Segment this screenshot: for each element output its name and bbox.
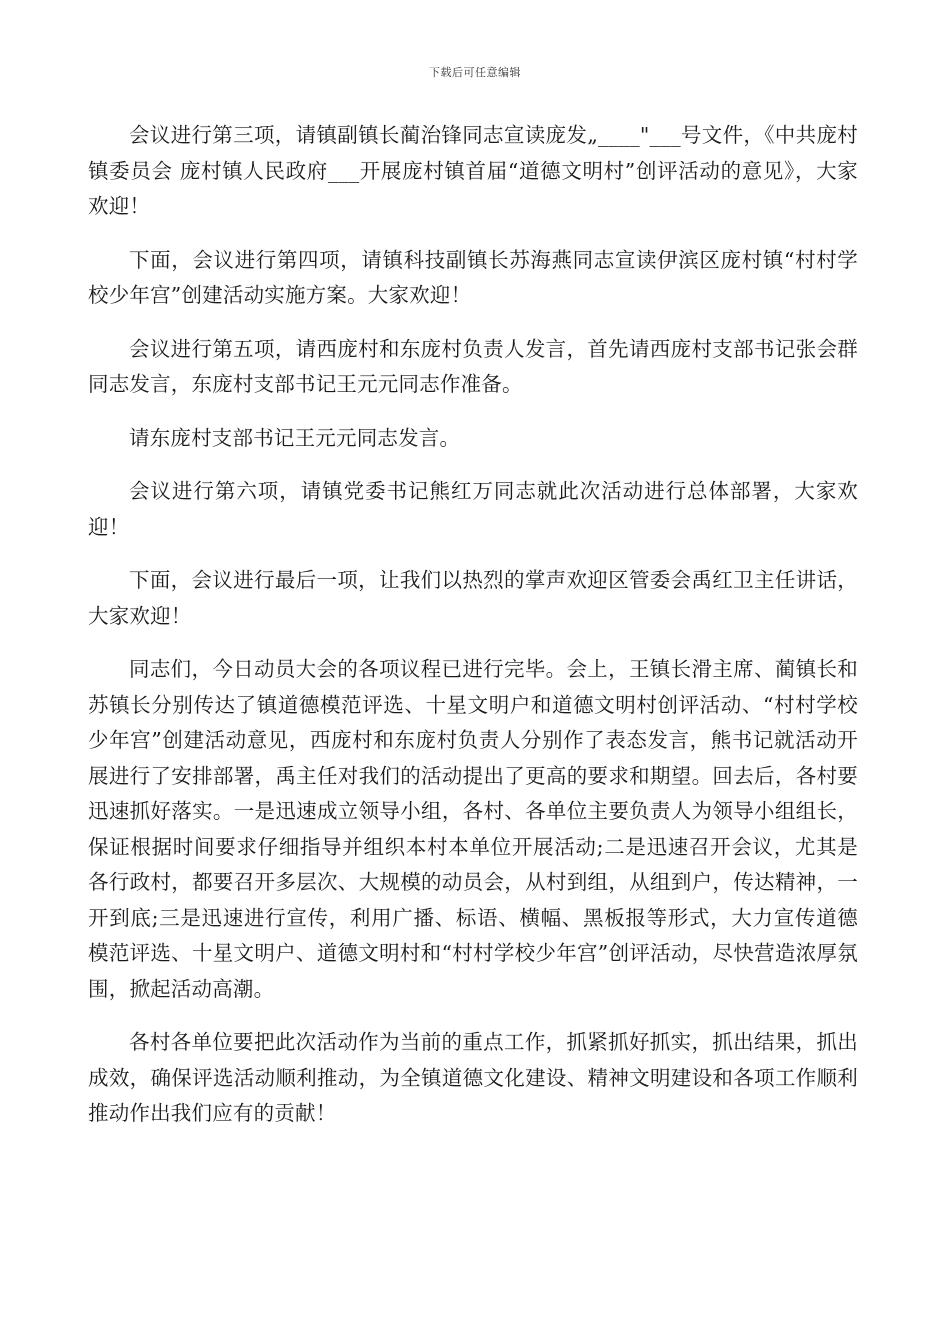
paragraph-final-item: 下面，会议进行最后一项，让我们以热烈的掌声欢迎区管委会禹红卫主任讲话，大家欢迎！	[88, 568, 858, 628]
page-header-note: 下载后可任意编辑	[429, 66, 521, 79]
paragraph-closing: 各村各单位要把此次活动作为当前的重点工作，抓紧抓好抓实，抓出结果，抓出成效，确保评选活动顺利推动，为全镇道德文化建设、精神文明建设和各项工作顺利推动作出我们应有的贡献！	[88, 1030, 858, 1125]
document-body	[88, 118, 858, 1150]
paragraph-item-5: 会议进行第五项，请西庞村和东庞村负责人发言，首先请西庞村支部书记张会群同志发言，东庞村支部书记王元元同志作准备。	[88, 336, 858, 396]
paragraph-item-4: 下面，会议进行第四项，请镇科技副镇长苏海燕同志宣读伊滨区庞村镇“村村学校少年宫”创建活动实施方案。大家欢迎！	[88, 247, 858, 307]
paragraph-item-3: 会议进行第三项，请镇副镇长蔺治锋同志宣读庞发„____"___号文件，《中共庞村镇委员会 庞村镇人民政府___开展庞村镇首届“道德文明村”创评活动的意见》，大家欢迎！	[88, 123, 858, 218]
paragraph-summary: 同志们，今日动员大会的各项议程已进行完毕。会上，王镇长滑主席、蔺镇长和苏镇长分别传达了镇道德模范评选、十星文明户和道德文明村创评活动、“村村学校少年宫”创建活动意见，西庞村和东庞村负责人分别作了表态发言，熊书记就活动开展进行了安排部署，禹主任对我们的活动提出了更高的要求和期望。回去后，各村要迅速抓好落实。一是迅速成立领导小组，各村、各单位主要负责人为领导小组组长，保证根据时间要求仔细指导并组织本村本单位开展活动;二是迅速召开会议，尤其是各行政村，都要召开多层次、大规模的动员会，从村到组，从组到户，传达精神，一开到底;三是迅速进行宣传，利用广播、标语、横幅、黑板报等形式，大力宣传道德模范评选、十星文明户、道德文明村和“村村学校少年宫”创评活动，尽快营造浓厚氛围，掀起活动高潮。	[88, 657, 858, 1001]
paragraph-dongpang-speech: 请东庞村支部书记王元元同志发言。	[129, 425, 461, 450]
paragraph-item-6: 会议进行第六项，请镇党委书记熊红万同志就此次活动进行总体部署，大家欢迎！	[88, 479, 858, 539]
